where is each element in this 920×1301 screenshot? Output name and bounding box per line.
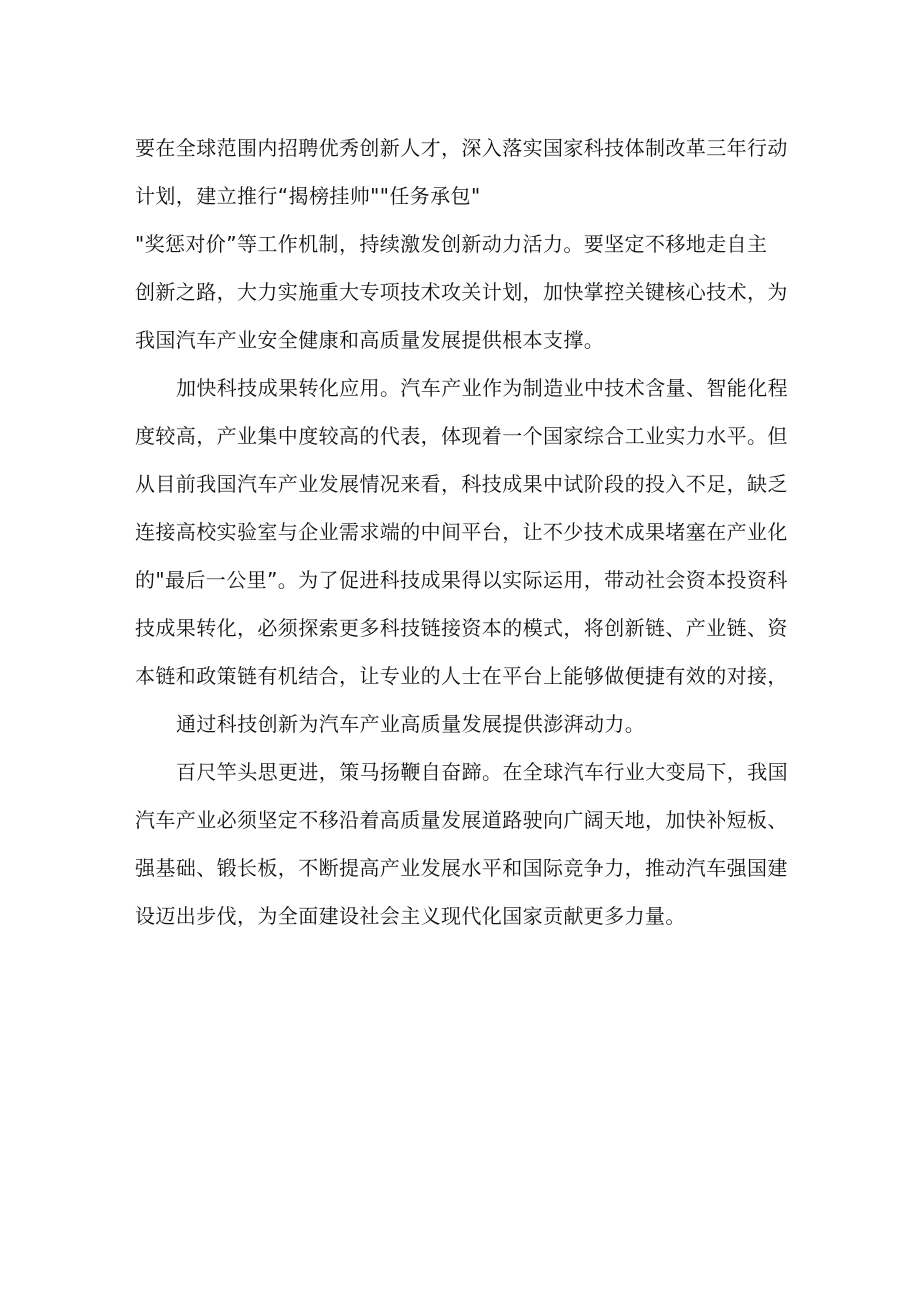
paragraph-1-line-3: "奖惩对价”等工作机制，持续激发创新动力活力。要坚定不移地走自主 [135, 232, 768, 256]
paragraph-2-line-6: 技成果转化，必须探索更多科技链接资本的模式，将创新链、产业链、资 [135, 616, 788, 640]
paragraph-2-line-4: 连接高校实验室与企业需求端的中间平台，让不少技术成果堵塞在产业化 [135, 520, 788, 544]
paragraph-4-line-1: 百尺竿头思更进，策马扬鞭自奋蹄。在全球汽车行业大变局下，我国 [176, 760, 788, 784]
paragraph-4-line-3: 强基础、锻长板，不断提高产业发展水平和国际竞争力，推动汽车强国建 [135, 856, 788, 880]
paragraph-1-line-2: 计划，建立推行“揭榜挂帅""任务承包" [135, 184, 481, 208]
paragraph-1-line-4: 创新之路，大力实施重大专项技术攻关计划，加快掌控关键核心技术，为 [135, 280, 788, 304]
paragraph-2-line-3: 从目前我国汽车产业发展情况来看，科技成果中试阶段的投入不足，缺乏 [135, 472, 788, 496]
paragraph-2-line-5: 的"最后一公里”。为了促进科技成果得以实际运用，带动社会资本投资科 [135, 568, 788, 592]
paragraph-4-line-4: 设迈出步伐，为全面建设社会主义现代化国家贡献更多力量。 [135, 904, 686, 928]
paragraph-4-line-2: 汽车产业必须坚定不移沿着高质量发展道路驶向广阔天地，加快补短板、 [135, 808, 788, 832]
paragraph-2-line-1: 加快科技成果转化应用。汽车产业作为制造业中技术含量、智能化程 [176, 376, 788, 400]
paragraph-1-line-5: 我国汽车产业安全健康和高质量发展提供根本支撑。 [135, 328, 605, 352]
paragraph-1-line-1: 要在全球范围内招聘优秀创新人才，深入落实国家科技体制改革三年行动 [135, 136, 788, 160]
paragraph-2-line-7: 本链和政策链有机结合，让专业的人士在平台上能够做便捷有效的对接， [135, 664, 788, 688]
paragraph-3-line-1: 通过科技创新为汽车产业高质量发展提供澎湃动力。 [176, 712, 646, 736]
paragraph-2-line-2: 度较高，产业集中度较高的代表，体现着一个国家综合工业实力水平。但 [135, 424, 788, 448]
